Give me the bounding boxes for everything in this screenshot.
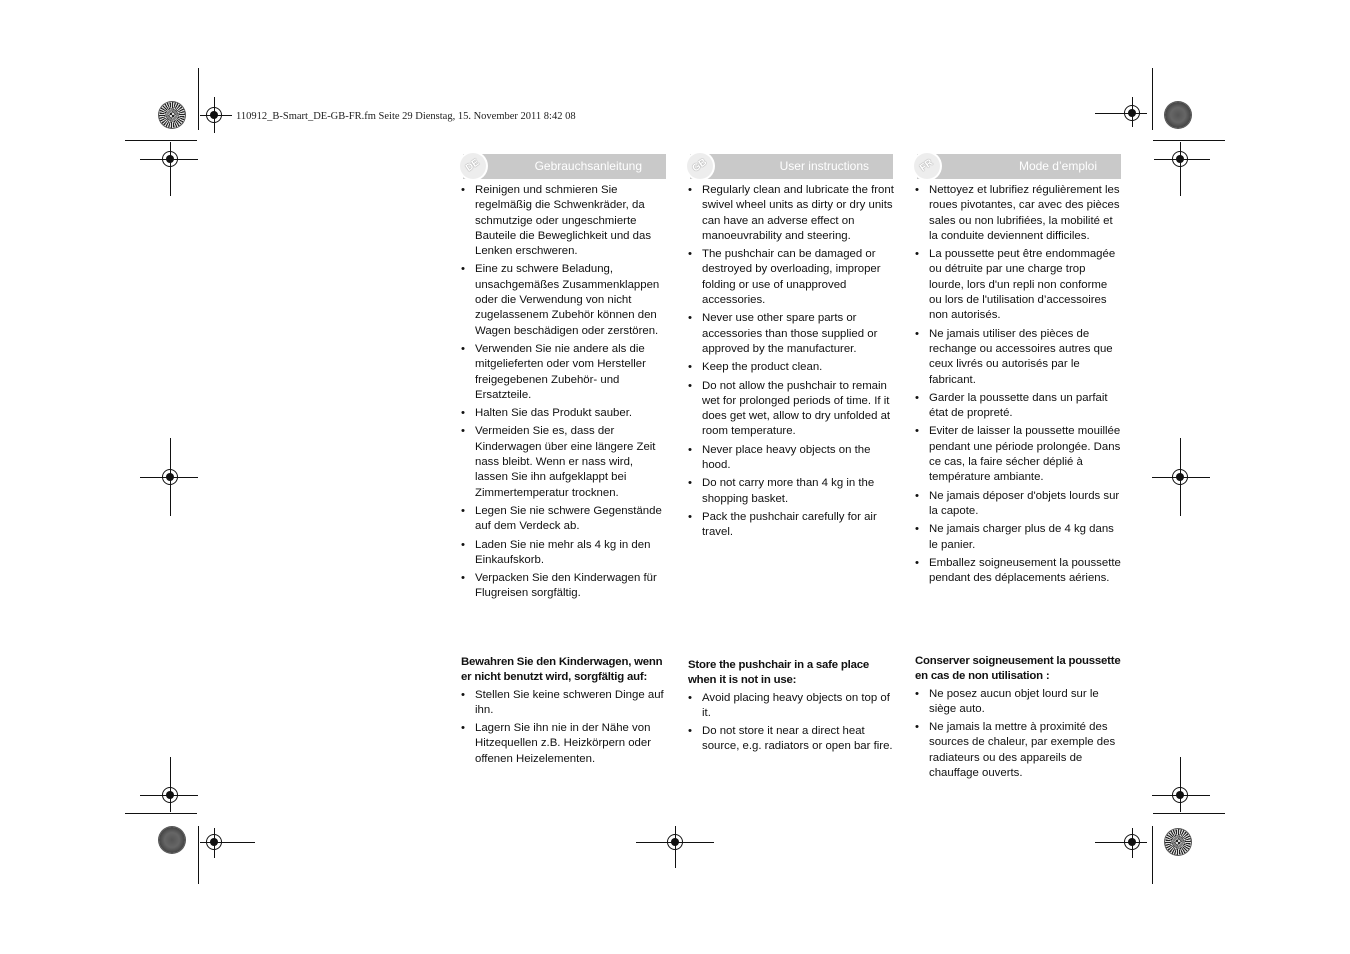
column-header-de: [463, 154, 666, 179]
list-item: • Avoid placing heavy objects on top of it.: [688, 691, 896, 722]
list-item: • Do not carry more than 4 kg in the shopping basket.: [688, 476, 896, 507]
starburst-icon: [1165, 102, 1191, 128]
list-item: • Emballez soigneusement la poussette pendant des déplacements aériens.: [915, 556, 1123, 587]
language-badge: FR: [914, 153, 940, 179]
list-item: • Never use other spare parts or accessories than those supplied or approved by the manufacturer.: [688, 311, 896, 357]
list-item: • Do not allow the pushchair to remain wet for prolonged periods of time. If it does get wet, allow to dry unfolded at room temperature.: [688, 379, 896, 440]
list-item: • Lagern Sie ihn nie in der Nähe von Hitzequellen z.B. Heizkörpern oder offenen Heizelementen.: [461, 721, 669, 767]
storage-heading: Store the pushchair in a safe place when it is not in use:: [688, 659, 870, 687]
list-item: • Regularly clean and lubricate the front swivel wheel units as dirty or dry units can have an adverse effect on manoeuvrability and steering.: [688, 183, 896, 244]
list-item: • La poussette peut être endommagée ou détruite par une charge trop lourde, lors d'un repli non conforme ou lors de l'utilisation d’accessoires non autorisés.: [915, 247, 1123, 323]
list-item: • Reinigen und schmieren Sie regelmäßig die Schwenkräder, da schmutzige oder ungeschmierte Bauteile die Beweglichkeit und das Lenken erschweren.: [461, 183, 669, 259]
column-header-fr: [917, 154, 1121, 179]
list-item: • Ne jamais la mettre à proximité des sources de chaleur, par exemple des radiateurs ou des appareils de chauffage ouverts.: [915, 720, 1123, 781]
list-item: • Eine zu schwere Beladung, unsachgemäßes Zusammenklappen oder die Verwendung von nicht zugelassenem Zubehör können den Wagen beschädigen oder zerstören.: [461, 262, 669, 338]
column-fr-storage: [915, 654, 1123, 784]
list-item: • Keep the product clean.: [688, 360, 896, 375]
list-item: • Nettoyez et lubrifiez régulièrement les roues pivotantes, car avec des pièces sales ou non lubrifiées, la mobilité et la conduite deviennent difficiles.: [915, 183, 1123, 244]
column-header-gb: [690, 154, 893, 179]
storage-list: [915, 687, 1123, 782]
list-item: • Ne jamais déposer d'objets lourds sur la capote.: [915, 489, 1123, 520]
file-header: 110912_B-Smart_DE-GB-FR.fm Seite 29 Dienstag, 15. November 2011 8:42 08: [236, 111, 576, 122]
list-item: • Pack the pushchair carefully for air travel.: [688, 510, 896, 541]
column-de-storage: [461, 655, 669, 770]
list-item: • Never place heavy objects on the hood.: [688, 443, 896, 474]
storage-list: [461, 688, 669, 767]
storage-list: [688, 691, 896, 755]
language-badge: GB: [687, 153, 713, 179]
list-item: • Ne jamais charger plus de 4 kg dans le panier.: [915, 522, 1123, 553]
care-list: [461, 183, 669, 602]
list-item: • Legen Sie nie schwere Gegenstände auf dem Verdeck ab.: [461, 504, 669, 535]
list-item: • Vermeiden Sie es, dass der Kinderwagen über eine längere Zeit nass bleibt. Wenn er nass wird, lassen Sie ihn aufgeklappt bei Zimmertemperatur trocknen.: [461, 424, 669, 500]
column-gb-storage: [688, 658, 896, 758]
column-fr-care: [915, 183, 1123, 589]
column-title: Mode d’emploi: [1018, 159, 1097, 173]
list-item: • The pushchair can be damaged or destroyed by overloading, improper folding or use of unapproved accessories.: [688, 247, 896, 308]
list-item: • Halten Sie das Produkt sauber.: [461, 406, 669, 421]
list-item: • Laden Sie nie mehr als 4 kg in den Einkaufskorb.: [461, 538, 669, 569]
list-item: • Eviter de laisser la poussette mouillée pendant une période prolongée. Dans ce cas, la faire sécher déplié à température ambiante.: [915, 424, 1123, 485]
column-title: User instructions: [779, 159, 869, 173]
starburst-icon: [1165, 829, 1191, 855]
list-item: • Ne jamais utiliser des pièces de rechange ou accessoires autres que ceux livrés ou autorisés par le fabricant.: [915, 327, 1123, 388]
list-item: • Verwenden Sie nie andere als die mitgelieferten oder vom Hersteller freigegebenen Zubehör- und Ersatzteile.: [461, 342, 669, 403]
storage-heading: Bewahren Sie den Kinderwagen, wenn er nicht benutzt wird, sorgfältig auf:: [461, 656, 663, 684]
column-gb-care: [688, 183, 896, 544]
starburst-icon: [159, 102, 185, 128]
starburst-icon: [159, 827, 185, 853]
care-list: [915, 183, 1123, 586]
list-item: • Verpacken Sie den Kinderwagen für Flugreisen sorgfältig.: [461, 571, 669, 602]
list-item: • Do not store it near a direct heat source, e.g. radiators or open bar fire.: [688, 724, 896, 755]
care-list: [688, 183, 896, 541]
storage-heading: Conserver soigneusement la poussette en cas de non utilisation :: [915, 655, 1121, 683]
list-item: • Garder la poussette dans un parfait état de propreté.: [915, 391, 1123, 422]
list-item: • Ne posez aucun objet lourd sur le siège auto.: [915, 687, 1123, 718]
language-badge: DE: [460, 153, 486, 179]
list-item: • Stellen Sie keine schweren Dinge auf ihn.: [461, 688, 669, 719]
column-title: Gebrauchsanleitung: [534, 159, 642, 173]
column-de-care: [461, 183, 669, 605]
